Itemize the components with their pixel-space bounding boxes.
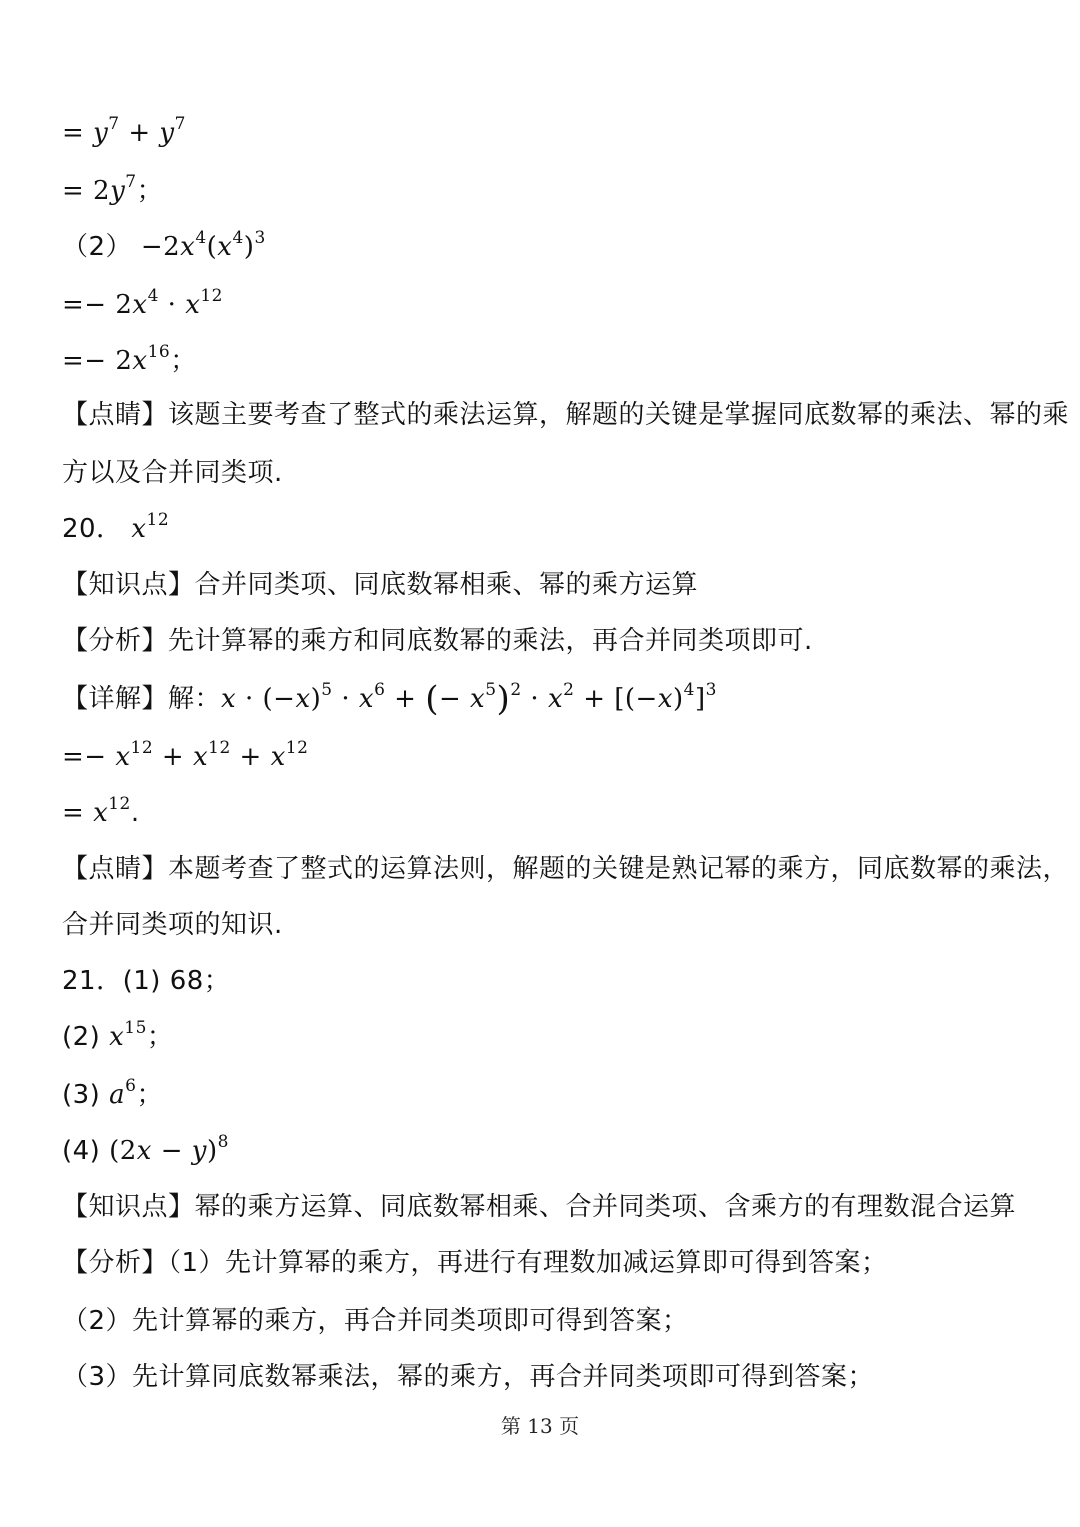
comment-paragraph-continued: 方以及合并同类项.: [62, 458, 283, 488]
comment-paragraph-continued: 合并同类项的知识.: [62, 910, 283, 940]
section-tag: 【分析】: [62, 1248, 169, 1278]
section-tag: 【详解】: [62, 684, 169, 714]
answer-line: (2) $x^{15}$；: [62, 1018, 174, 1052]
equation-line: =− $2x^{16}$；: [62, 342, 197, 376]
equation-line: = $2y^7$；: [62, 172, 164, 206]
knowledge-point: 【知识点】合并同类项、同底数幂相乘、幂的乘方运算: [62, 570, 699, 600]
analysis-continued: （3）先计算同底数幂乘法，幂的乘方，再合并同类项即可得到答案；: [62, 1362, 875, 1392]
answer-line: (4) $(2x - y)^8$: [62, 1132, 229, 1166]
equation-line: =− $x^{12} + x^{12} + x^{12}$: [62, 738, 309, 772]
analysis-continued: （2）先计算幂的乘方，再合并同类项即可得到答案；: [62, 1306, 689, 1336]
section-tag: 【点睛】: [62, 400, 169, 430]
equation-line: = $x^{12}$.: [62, 794, 140, 828]
knowledge-point: 【知识点】幂的乘方运算、同底数幂相乘、合并同类项、含乘方的有理数混合运算: [62, 1192, 1017, 1222]
sub-question: $(2) -2x^4(x^4)^3$: [62, 228, 266, 262]
comment-paragraph: 【点睛】本题考查了整式的运算法则，解题的关键是熟记幂的乘方，同底数幂的乘法，: [62, 854, 1070, 884]
section-tag: 【分析】: [62, 626, 169, 656]
comment-paragraph: 【点睛】该题主要考查了整式的乘法运算，解题的关键是掌握同底数幂的乘法、幂的乘: [62, 400, 1070, 430]
section-tag: 【知识点】: [62, 570, 195, 600]
answer-line: (3) $a^6$；: [62, 1076, 163, 1110]
question-number: 21．(1) 68；: [62, 966, 231, 996]
detailed-solution: 【详解】解：$x \cdot (-x)^5 \cdot x^6$ + (− $x^5)^2 \cdot x^2 + [(-x)^4]^3$: [62, 679, 717, 719]
question-number: 20． $x^{12}$: [62, 510, 170, 544]
equation-line: =− $2x^4 \cdot x^{12}$: [62, 286, 223, 320]
section-tag: 【点睛】: [62, 854, 169, 884]
section-tag: 【知识点】: [62, 1192, 195, 1222]
analysis: 【分析】（1）先计算幂的乘方，再进行有理数加减运算即可得到答案；: [62, 1248, 888, 1278]
equation-line: = $y^7 + y^7$: [62, 114, 186, 148]
analysis: 【分析】先计算幂的乘方和同底数幂的乘法，再合并同类项即可.: [62, 626, 813, 656]
page-number: 第 13 页: [500, 1414, 580, 1438]
